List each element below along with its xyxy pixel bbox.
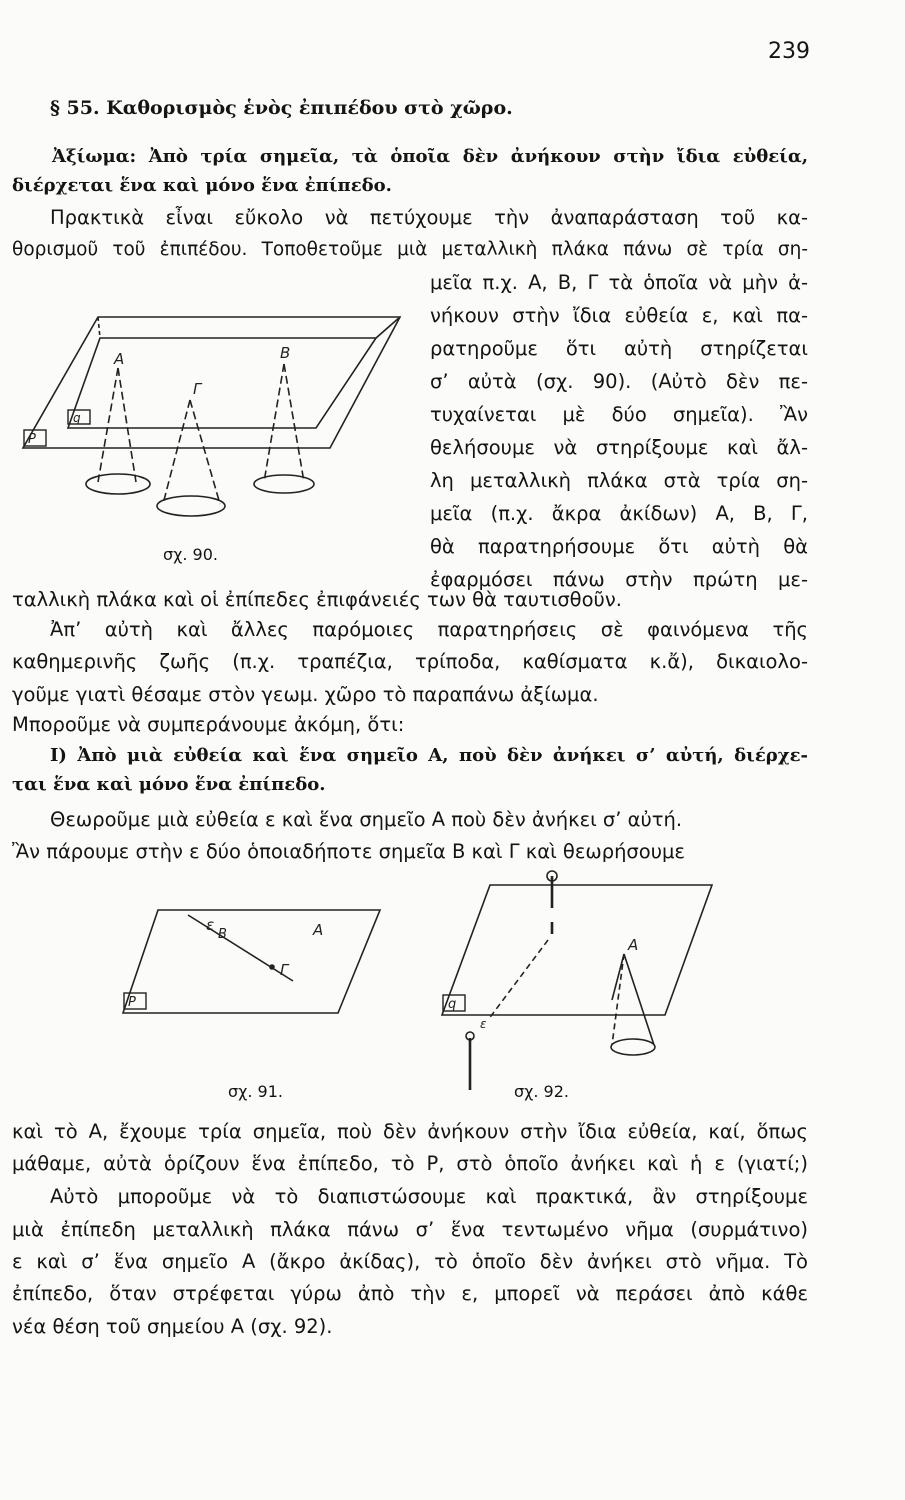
para1-wrap-line-9: θὰ παρατηρήσουμε ὅτι αὐτὴ θὰ bbox=[430, 535, 808, 558]
para6-line-2: μιὰ ἐπίπεδη μεταλλικὴ πλάκα πάνω σ’ ἕνα τεντωμένο νῆμα (συρμάτινο) bbox=[12, 1218, 808, 1241]
fig92-label-q: q bbox=[448, 997, 457, 1012]
fig92-plane bbox=[442, 885, 712, 1015]
para1-wrap-line-3: ρατηροῦμε ὅτι αὐτὴ στηρίζεται bbox=[430, 337, 808, 360]
para4-line-1: Θεωροῦμε μιὰ εὐθεία ε καὶ ἕνα σημεῖο Α ποὺ δὲν ἀνήκει σ’ αὐτή. bbox=[50, 808, 683, 831]
para5-line-2: μάθαμε, αὐτὰ ὁρίζουν ἕνα ἐπίπεδο, τὸ P, στὸ ὁποῖο ἀνήκει καὶ ἡ ε (γιατί;) bbox=[12, 1152, 808, 1175]
para3: Μποροῦμε νὰ συμπεράνουμε ἀκόμη, ὅτι: bbox=[12, 713, 405, 736]
para1-wrap-line-10: ἐφαρμόσει πάνω στὴν πρώτη με- bbox=[430, 568, 808, 591]
fig90-cone-base-a bbox=[86, 474, 150, 494]
fig90-cone-base-g bbox=[157, 496, 225, 516]
fig92-caption: σχ. 92. bbox=[514, 1082, 569, 1101]
para1-wrap-line-6: θελήσουμε νὰ στηρίξουμε καὶ ἄλ- bbox=[430, 436, 808, 459]
para2-line-2: καθημερινῆς ζωῆς (π.χ. τραπέζια, τρίποδα, καθίσματα κ.ἄ), δικαιολο- bbox=[12, 650, 808, 673]
fig91-label-a: A bbox=[313, 921, 324, 939]
fig92-cone-base bbox=[611, 1039, 655, 1055]
fig91-label-p: P bbox=[128, 995, 136, 1010]
para1-wrap-line-4: σ’ αὐτὰ (σχ. 90). (Αὐτὸ δὲν πε- bbox=[430, 370, 808, 393]
para1-line-1: Πρακτικὰ εἶναι εὔκολο νὰ πετύχουμε τὴν ἀναπαράσταση τοῦ κα- bbox=[50, 206, 808, 229]
fig91-label-b: B bbox=[218, 927, 227, 942]
para6-line-1: Αὐτὸ μποροῦμε νὰ τὸ διαπιστώσουμε καὶ πρακτικά, ἂν στηρίξουμε bbox=[50, 1185, 808, 1208]
para2-line-3: γοῦμε γιατὶ θέσαμε στὸν γεωμ. χῶρο τὸ παραπάνω ἀξίωμα. bbox=[12, 683, 599, 706]
fig90-label-q: q bbox=[73, 411, 81, 425]
para1-wrap-line-7: λη μεταλλικὴ πλάκα στὰ τρία ση- bbox=[430, 469, 808, 492]
fig91-caption: σχ. 91. bbox=[228, 1082, 283, 1101]
para6-line-4: ἐπίπεδο, ὅταν στρέφεται γύρω ἀπὸ τὴν ε, μπορεῖ νὰ περάσει ἀπὸ κάθε bbox=[12, 1282, 808, 1305]
axiom-line-1: Ἀξίωμα: Ἀπὸ τρία σημεῖα, τὰ ὁποῖα δὲν ἀνήκουν στὴν ἴδια εὐθεία, bbox=[52, 146, 808, 167]
fig90-caption: σχ. 90. bbox=[163, 545, 218, 564]
figure-91 bbox=[118, 905, 383, 1020]
fig90-label-a: A bbox=[114, 350, 125, 368]
fig91-label-eps: ε bbox=[206, 916, 215, 934]
fig90-label-p: P bbox=[28, 432, 36, 447]
fig90-cone-base-b bbox=[254, 475, 314, 493]
fig92-label-a: A bbox=[628, 936, 639, 954]
fig91-label-g: Γ bbox=[280, 961, 289, 979]
para1-wrap-line-5: τυχαίνεται μὲ δύο σημεῖα). Ἂν bbox=[430, 403, 808, 426]
page-number: 239 bbox=[768, 39, 810, 64]
para1-end: ταλλικὴ πλάκα καὶ οἱ ἐπίπεδες ἐπιφάνειές των θὰ ταυτισθοῦν. bbox=[12, 588, 622, 611]
fig91-line-e bbox=[188, 915, 293, 981]
para1-wrap-line-8: μεῖα (π.χ. ἄκρα ἀκίδων) Α, Β, Γ, bbox=[430, 502, 808, 525]
para5-line-1: καὶ τὸ Α, ἔχουμε τρία σημεῖα, ποὺ δὲν ἀνήκουν στὴν ἴδια εὐθεία, καί, ὅπως bbox=[12, 1120, 808, 1143]
fig92-label-eps: ε bbox=[480, 1017, 487, 1031]
para1-line-2: θορισμοῦ τοῦ ἐπιπέδου. Τοποθετοῦμε μιὰ μεταλλικὴ πλάκα πάνω σὲ τρία ση- bbox=[12, 239, 808, 260]
para6-line-5: νέα θέση τοῦ σημείου Α (σχ. 92). bbox=[12, 1315, 333, 1338]
fig90-label-b: B bbox=[280, 344, 291, 362]
figure-92 bbox=[440, 870, 720, 1090]
para1-wrap-line-1: μεῖα π.χ. Α, Β, Γ τὰ ὁποῖα νὰ μὴν ἀ- bbox=[430, 271, 808, 294]
section-heading: § 55. Καθορισμὸς ἑνὸς ἐπιπέδου στὸ χῶρο. bbox=[50, 97, 513, 119]
para4-line-2: Ἂν πάρουμε στὴν ε δύο ὁποιαδήποτε σημεῖα Β καὶ Γ καὶ θεωρήσουμε bbox=[12, 840, 685, 863]
fig91-plane bbox=[123, 910, 380, 1013]
proposition-line-1: I) Ἀπὸ μιὰ εὐθεία καὶ ἕνα σημεῖο Α, ποὺ δὲν ἀνήκει σ’ αὐτή, διέρχε- bbox=[50, 745, 808, 766]
para6-line-3: ε καὶ σ’ ἕνα σημεῖο Α (ἄκρο ἀκίδας), τὸ ὁποῖο δὲν ἀνήκει στὸ νῆμα. Τὸ bbox=[12, 1250, 808, 1273]
axiom-line-2: διέρχεται ἕνα καὶ μόνο ἕνα ἐπίπεδο. bbox=[12, 175, 392, 196]
para2-line-1: Ἀπ’ αὐτὴ καὶ ἄλλες παρόμοιες παρατηρήσεις σὲ φαινόμενα τῆς bbox=[50, 618, 808, 641]
para1-wrap-line-2: νήκουν στὴν ἴδια εὐθεία ε, καὶ πα- bbox=[430, 304, 808, 327]
proposition-line-2: ται ἕνα καὶ μόνο ἕνα ἐπίπεδο. bbox=[12, 774, 326, 795]
fig90-label-g: Γ bbox=[193, 380, 202, 398]
figure-90 bbox=[18, 312, 408, 537]
